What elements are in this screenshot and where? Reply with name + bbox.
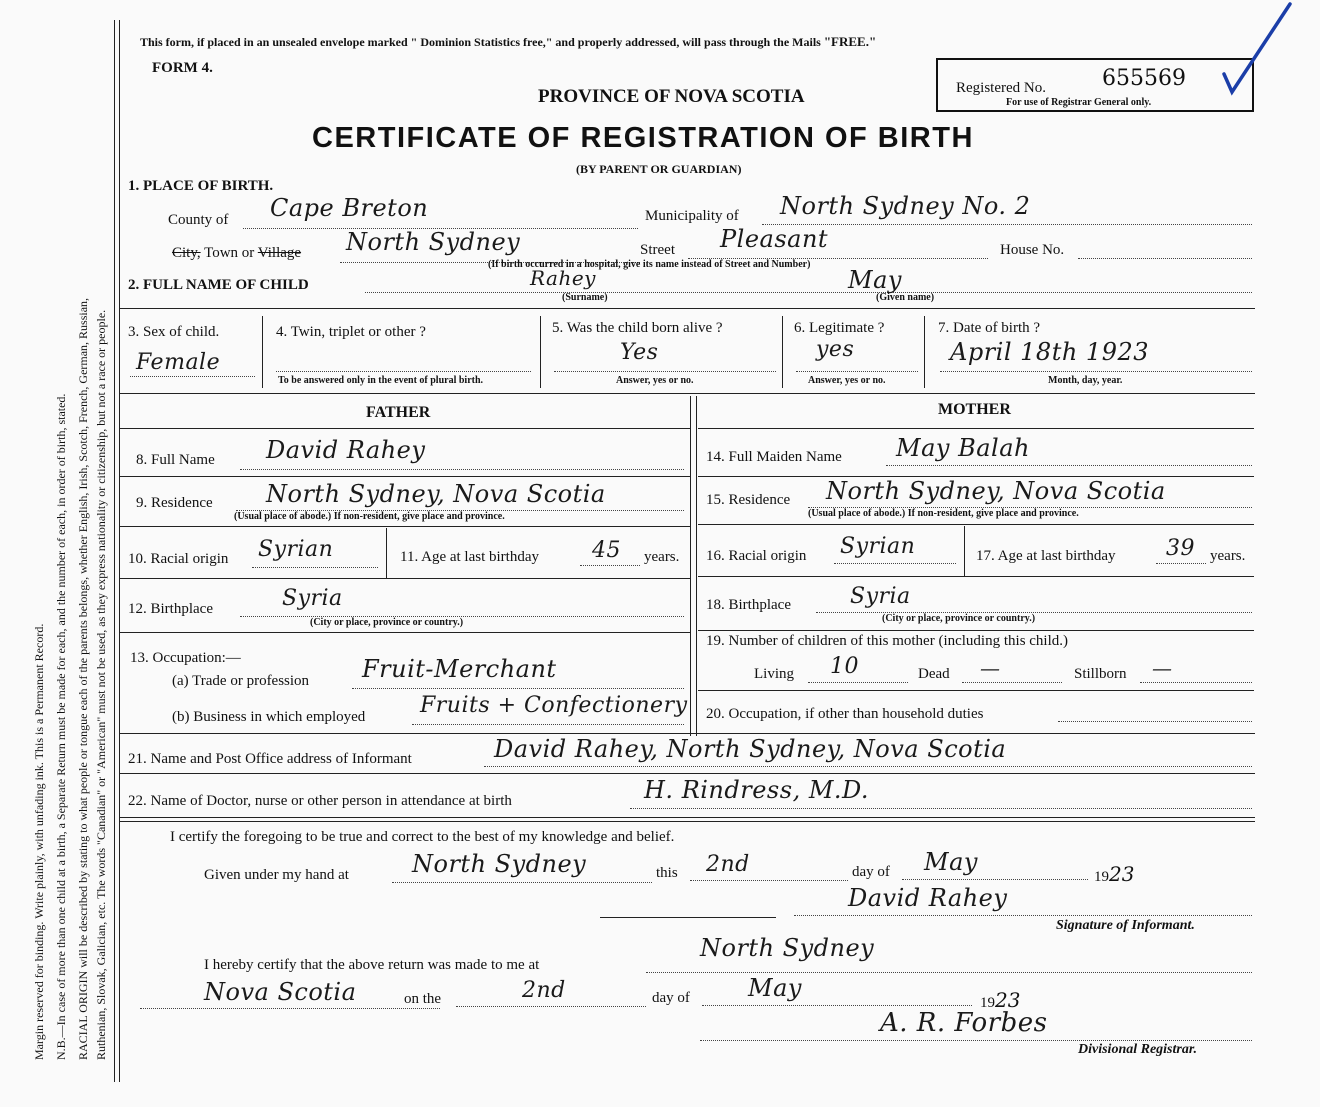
mother-res-note: (Usual place of abode.) If non-resident, give place and province. <box>808 508 1079 519</box>
informant-label: 21. Name and Post Office address of Informant <box>128 751 412 767</box>
twin-note: To be answered only in the event of plural birth. <box>278 375 484 386</box>
house-label: House No. <box>1000 242 1065 258</box>
county-label: County of <box>168 212 229 228</box>
day-value: 2nd <box>706 852 750 877</box>
sex-value: Female <box>136 350 221 375</box>
street-value: Pleasant <box>720 225 829 253</box>
on-the-label: on the <box>404 991 442 1007</box>
business-label: (b) Business in which employed <box>172 709 366 725</box>
mother-race-label: 16. Racial origin <box>706 548 807 564</box>
hospital-note: (If birth occurred in a hospital, give its name instead of Street and Number) <box>488 259 811 270</box>
page-title: CERTIFICATE OF REGISTRATION OF BIRTH <box>312 122 974 154</box>
mother-heading: MOTHER <box>938 401 1011 418</box>
mother-res-label: 15. Residence <box>706 492 791 508</box>
child-given: May <box>848 266 902 294</box>
town-value: North Sydney <box>346 228 521 256</box>
registrar-note: For use of Registrar General only. <box>1006 97 1152 108</box>
trade-label: (a) Trade or profession <box>172 673 310 689</box>
form-number: FORM 4. <box>152 60 213 76</box>
margin-note-4: Ruthenian, Slovak, Galician, etc. The words "Canadian" or "American" must not be used, as they express nationality or citizenship, but not a race or people. <box>94 309 108 1060</box>
alive-note: Answer, yes or no. <box>616 375 694 386</box>
registrar-year: 23 <box>995 988 1021 1012</box>
stillborn-value: — <box>1152 656 1173 680</box>
mother-res: North Sydney, Nova Scotia <box>826 477 1166 505</box>
dob-note: Month, day, year. <box>1048 375 1123 386</box>
day-of-label: day of <box>852 864 890 880</box>
living-value: 10 <box>830 654 859 679</box>
mother-race: Syrian <box>840 534 916 559</box>
margin-note-3: RACIAL ORIGIN will be described by stating to what people or tongue each of the parents belongs, whether English, Irish, Scotch, French, German, Russian, <box>76 297 90 1060</box>
father-occ-label: 13. Occupation:— <box>130 650 241 666</box>
father-bp-note: (City or place, province or country.) <box>310 617 464 628</box>
business-value: Fruits + Confectionery <box>420 693 688 718</box>
registrar-day-of: day of <box>652 990 690 1006</box>
sex-label: 3. Sex of child. <box>128 324 220 340</box>
father-age-label: 11. Age at last birthday <box>400 549 539 565</box>
dead-label: Dead <box>918 666 950 682</box>
street-label: Street <box>640 242 675 258</box>
given-place: North Sydney <box>412 850 587 878</box>
father-bp: Syria <box>282 586 343 611</box>
mail-notice: This form, if placed in an unsealed envelope marked " Dominion Statistics free," and properly addressed, will pass through the Mails "FREE." <box>140 34 877 49</box>
free-label: "FREE." <box>823 34 877 49</box>
legit-note: Answer, yes or no. <box>808 375 886 386</box>
month-value: May <box>924 848 978 876</box>
legit-label: 6. Legitimate ? <box>794 320 885 336</box>
municipality-value: North Sydney No. 2 <box>780 192 1031 220</box>
father-name: David Rahey <box>266 436 426 464</box>
children-label: 19. Number of children of this mother (including this child.) <box>706 633 1069 649</box>
father-race: Syrian <box>258 537 334 562</box>
margin-note-1: Margin reserved for binding. Write plainly, with unfading ink. This is a Permanent Record. <box>32 623 46 1060</box>
informant-value: David Rahey, North Sydney, Nova Scotia <box>494 735 1007 763</box>
registrar-statement: I hereby certify that the above return was made to me at <box>204 957 540 973</box>
registrar-place: North Sydney <box>700 934 875 962</box>
registrar-day: 2nd <box>522 978 566 1003</box>
municipality-label: Municipality of <box>645 208 739 224</box>
county-value: Cape Breton <box>270 194 429 222</box>
mother-age-label: 17. Age at last birthday <box>976 548 1116 564</box>
child-name-label: 2. FULL NAME OF CHILD <box>128 277 309 293</box>
this-label: this <box>656 865 678 881</box>
dead-value: — <box>980 656 1001 680</box>
father-name-label: 8. Full Name <box>136 452 215 468</box>
mother-name: May Balah <box>896 434 1030 462</box>
divider <box>120 308 1255 309</box>
father-bp-label: 12. Birthplace <box>128 601 213 617</box>
doctor-label: 22. Name of Doctor, nurse or other person in attendance at birth <box>128 793 512 809</box>
twin-label: 4. Twin, triplet or other ? <box>276 324 426 340</box>
registered-label: Registered No. <box>956 80 1046 96</box>
dob-label: 7. Date of birth ? <box>938 320 1041 336</box>
given-note: (Given name) <box>876 292 935 303</box>
father-years: years. <box>644 549 680 565</box>
mother-bp: Syria <box>850 584 911 609</box>
father-race-label: 10. Racial origin <box>128 551 229 567</box>
father-res-label: 9. Residence <box>136 495 213 511</box>
certify-text: I certify the foregoing to be true and correct to the best of my knowledge and belief. <box>170 829 675 845</box>
margin-note-2: N.B.—In case of more than one child at a birth, a Separate Return must be made for each, and the number of each, in order of birth, stated. <box>54 393 68 1060</box>
mother-occ-label: 20. Occupation, if other than household duties <box>706 706 984 722</box>
margin-rule-inner <box>119 20 120 1082</box>
registrar-sig-label: Divisional Registrar. <box>1078 1042 1198 1057</box>
mother-name-label: 14. Full Maiden Name <box>706 449 842 465</box>
check-mark-icon <box>1218 0 1298 120</box>
alive-value: Yes <box>620 340 659 365</box>
registered-box <box>936 58 1254 112</box>
registrar-year-label: 1923 <box>980 988 1021 1012</box>
father-res-note: (Usual place of abode.) If non-resident, give place and province. <box>234 511 505 522</box>
town-label: City, Town or Village <box>172 245 302 261</box>
father-heading: FATHER <box>366 404 431 421</box>
stillborn-label: Stillborn <box>1074 666 1127 682</box>
page-subtitle: (BY PARENT OR GUARDIAN) <box>576 162 742 176</box>
child-surname: Rahey <box>530 266 596 290</box>
mother-bp-note: (City or place, province or country.) <box>882 613 1036 624</box>
mother-years: years. <box>1210 548 1246 564</box>
legit-value: yes <box>816 337 855 362</box>
registered-value: 655569 <box>1102 66 1186 91</box>
registrar-month: May <box>748 974 802 1002</box>
registrar-place-2: Nova Scotia <box>204 978 357 1006</box>
father-res: North Sydney, Nova Scotia <box>266 480 606 508</box>
father-age: 45 <box>592 538 621 563</box>
place-heading: 1. PLACE OF BIRTH. <box>128 178 274 194</box>
signature-label: Signature of Informant. <box>1056 918 1195 933</box>
mother-bp-label: 18. Birthplace <box>706 597 791 613</box>
trade-value: Fruit-Merchant <box>362 655 557 683</box>
living-label: Living <box>754 666 794 682</box>
registrar-signature: A. R. Forbes <box>880 1008 1048 1038</box>
informant-signature: David Rahey <box>848 884 1008 912</box>
dob-value: April 18th 1923 <box>950 338 1149 366</box>
margin-rule <box>114 20 115 1082</box>
mother-age: 39 <box>1166 536 1195 561</box>
year-value: 23 <box>1109 862 1135 886</box>
alive-label: 5. Was the child born alive ? <box>552 320 723 336</box>
given-label: Given under my hand at <box>204 867 349 883</box>
surname-note: (Surname) <box>562 292 608 303</box>
province-heading: PROVINCE OF NOVA SCOTIA <box>538 86 805 107</box>
year-label: 1923 <box>1094 862 1135 886</box>
doctor-value: H. Rindress, M.D. <box>644 776 870 804</box>
